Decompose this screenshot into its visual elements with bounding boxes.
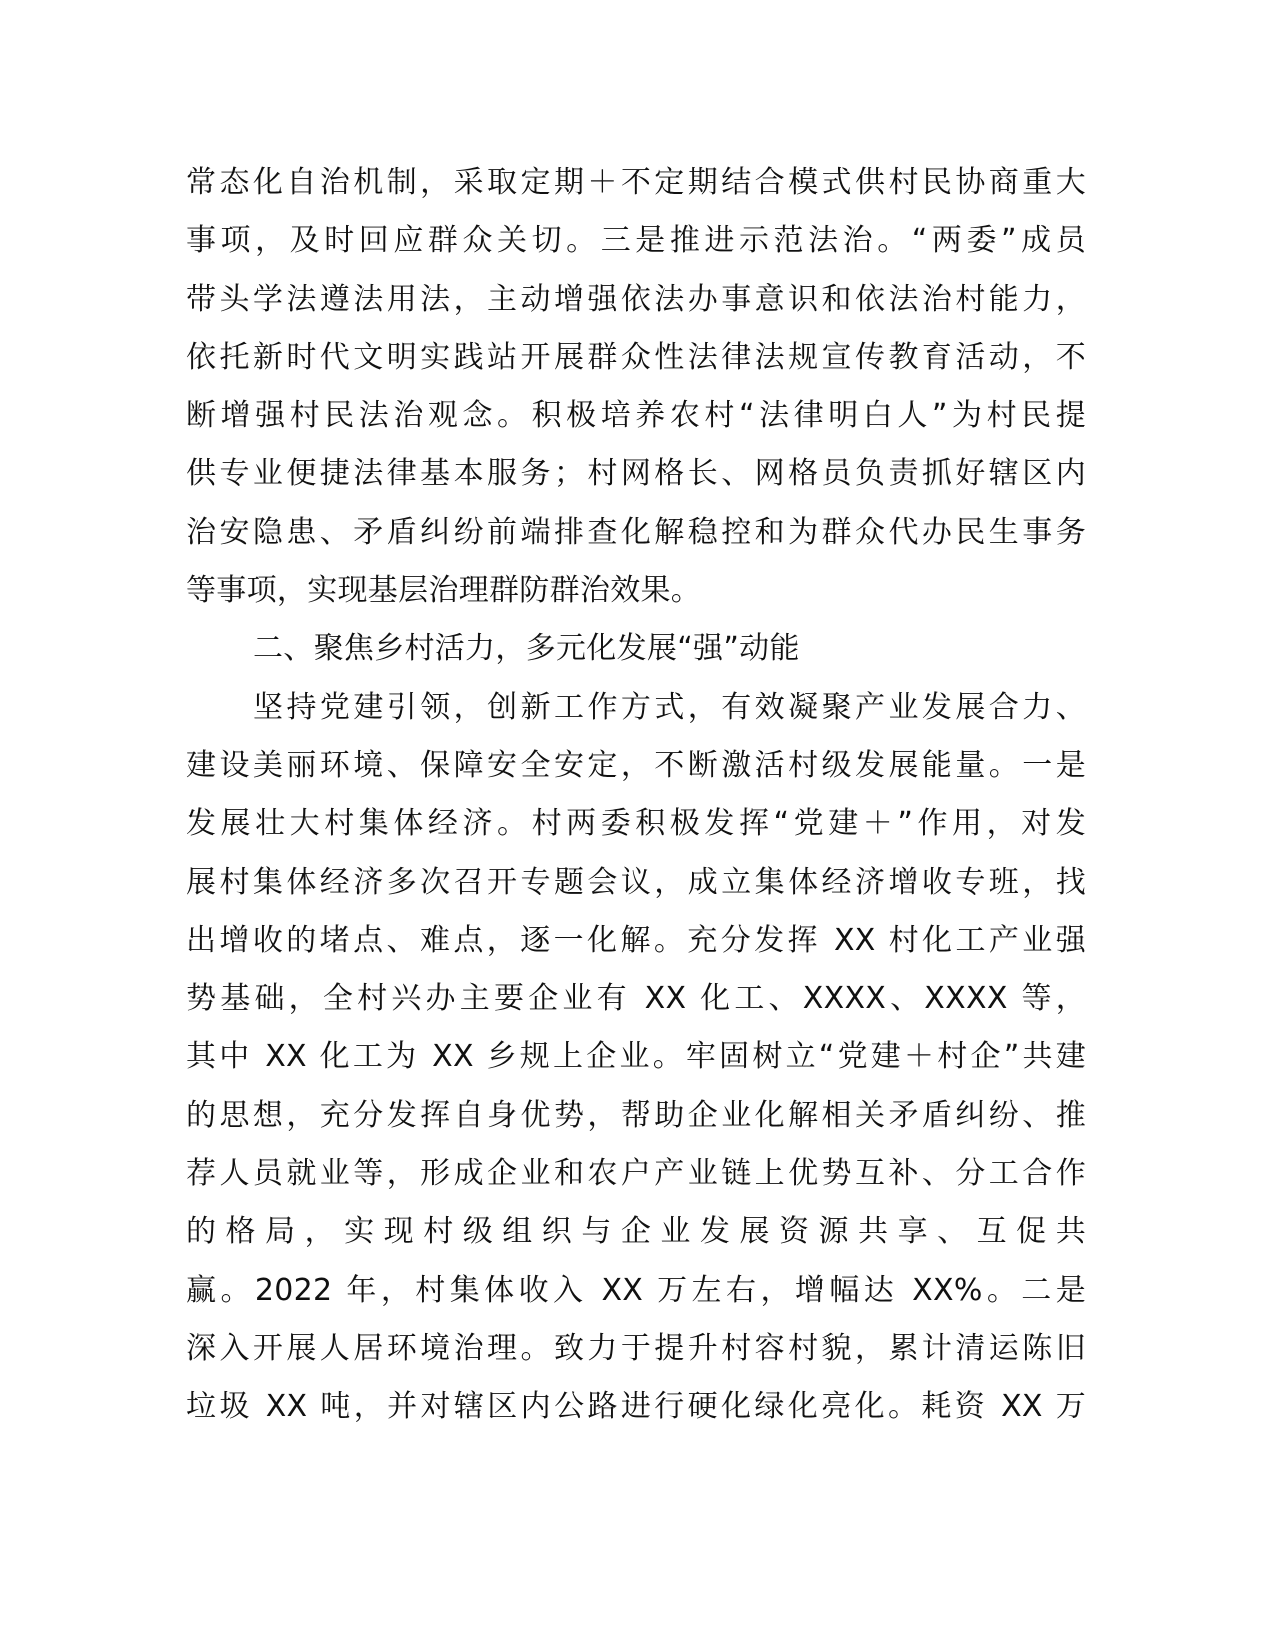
text-line: 出增收的堵点、难点，逐一化解。充分发挥 XX 村化工产业强 (186, 922, 1086, 958)
text-line: 展村集体经济多次召开专题会议，成立集体经济增收专班，找 (186, 864, 1086, 900)
body-text (186, 154, 1086, 1437)
text-line: 势基础，全村兴办主要企业有 XX 化工、XXXX、XXXX 等， (186, 981, 1086, 1017)
text-line: 断增强村民法治观念。积极培养农村“法律明白人”为村民提 (186, 398, 1086, 434)
text-line: 带头学法遵法用法，主动增强依法办事意识和依法治村能力， (186, 281, 1086, 317)
text-line: 垃圾 XX 吨，并对辖区内公路进行硬化绿化亮化。耗资 XX 万 (186, 1389, 1086, 1425)
text-line: 其中 XX 化工为 XX 乡规上企业。牢固树立“党建＋村企”共建 (186, 1039, 1086, 1075)
text-line: 事项，及时回应群众关切。三是推进示范法治。“两委”成员 (186, 223, 1086, 259)
text-line: 等事项，实现基层治理群防群治效果。 (186, 573, 702, 609)
text-line: 治安隐患、矛盾纠纷前端排查化解稳控和为群众代办民生事务 (186, 514, 1086, 550)
text-line: 深入开展人居环境治理。致力于提升村容村貌，累计清运陈旧 (186, 1330, 1086, 1366)
text-line: 依托新时代文明实践站开展群众性法律法规宣传教育活动，不 (186, 339, 1086, 375)
text-line: 的格局，实现村级组织与企业发展资源共享、互促共 (186, 1214, 1086, 1250)
text-line: 赢。2022 年，村集体收入 XX 万左右，增幅达 XX%。二是 (186, 1272, 1086, 1308)
text-line: 的思想，充分发挥自身优势，帮助企业化解相关矛盾纠纷、推 (186, 1097, 1086, 1133)
text-line: 建设美丽环境、保障安全安定，不断激活村级发展能量。一是 (186, 747, 1086, 783)
text-line: 坚持党建引领，创新工作方式，有效凝聚产业发展合力、 (253, 689, 1086, 725)
section-heading: 二、聚焦乡村活力，多元化发展“强”动能 (253, 631, 800, 667)
text-line: 发展壮大村集体经济。村两委积极发挥“党建＋”作用，对发 (186, 806, 1086, 842)
text-line: 供专业便捷法律基本服务；村网格长、网格员负责抓好辖区内 (186, 456, 1086, 492)
text-line: 荐人员就业等，形成企业和农户产业链上优势互补、分工合作 (186, 1156, 1086, 1192)
text-line: 常态化自治机制，采取定期＋不定期结合模式供村民协商重大 (186, 165, 1086, 200)
